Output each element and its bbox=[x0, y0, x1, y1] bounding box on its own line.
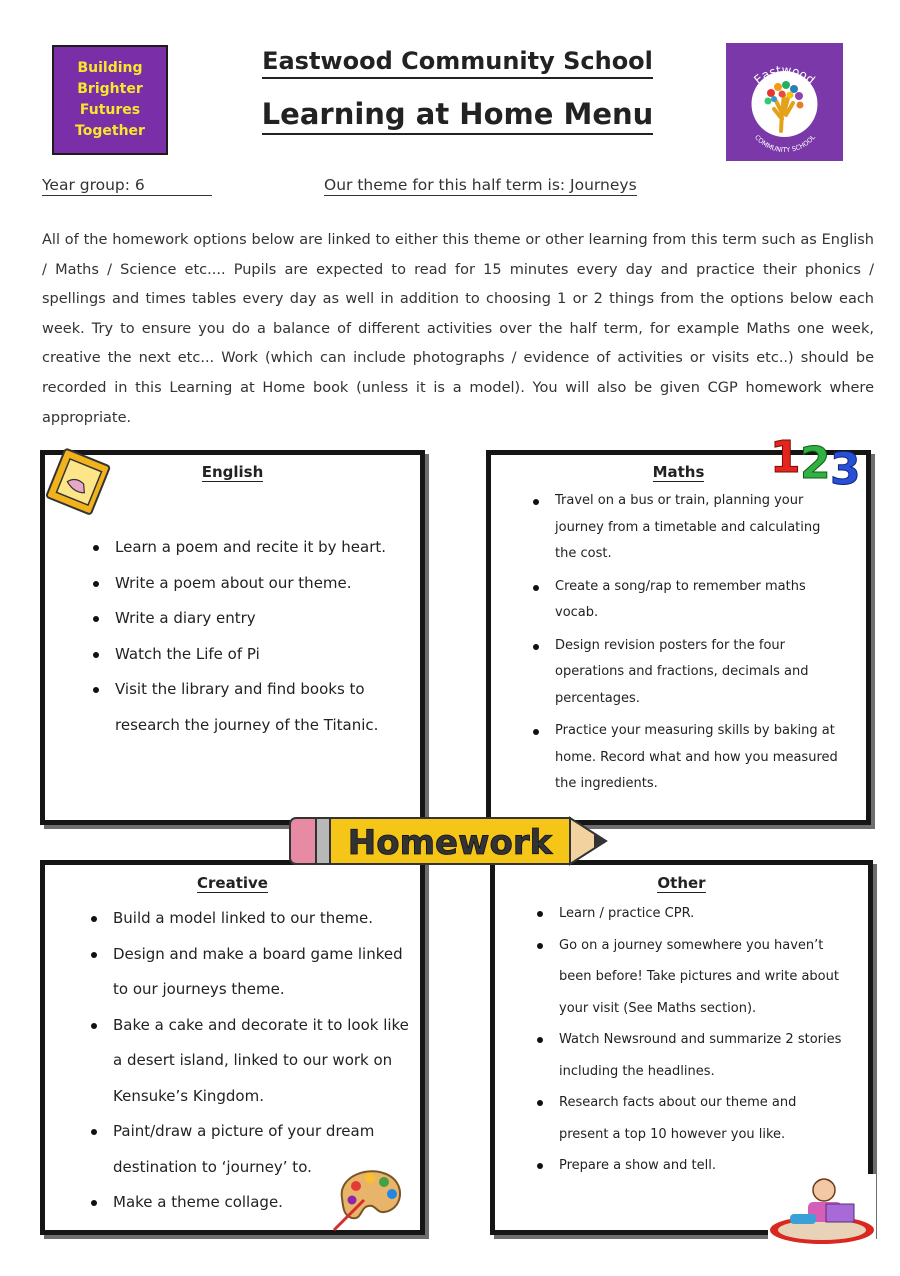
number-one: 1 bbox=[770, 432, 801, 483]
list-item: Watch Newsround and summarize 2 stories including the headlines. bbox=[533, 1024, 849, 1087]
list-item: Design and make a board game linked to our journeys theme. bbox=[87, 937, 417, 1008]
theme-line: Our theme for this half term is: Journeys bbox=[324, 176, 637, 194]
english-list bbox=[89, 530, 409, 743]
logo-line: Together bbox=[75, 123, 145, 139]
list-item: Write a poem about our theme. bbox=[89, 566, 409, 602]
maths-box bbox=[486, 450, 871, 825]
building-brighter-futures-logo bbox=[52, 45, 168, 155]
year-group: Year group: 6 bbox=[42, 176, 212, 196]
creative-title-text: Creative bbox=[197, 874, 268, 892]
list-item: Practice your measuring skills by baking at home. Record what and how you measured the ingredients. bbox=[529, 718, 845, 798]
list-item: Prepare a show and tell. bbox=[533, 1150, 849, 1182]
paint-palette-icon bbox=[330, 1160, 410, 1232]
list-item: Write a diary entry bbox=[89, 601, 409, 637]
list-item: Visit the library and find books to research the journey of the Titanic. bbox=[89, 672, 409, 743]
list-item: Travel on a bus or train, planning your journey from a timetable and calculating the cost. bbox=[529, 488, 845, 568]
english-title-text: English bbox=[201, 463, 264, 481]
maths-title-text: Maths bbox=[652, 463, 705, 481]
homework-pencil-banner bbox=[288, 810, 613, 872]
school-name bbox=[260, 47, 655, 75]
pencil-text: Homework bbox=[347, 823, 553, 863]
list-item: Bake a cake and decorate it to look like a desert island, linked to our work on Kensuke’s Kingdom. bbox=[87, 1008, 417, 1115]
creative-title bbox=[45, 874, 420, 892]
notebook-icon bbox=[40, 446, 118, 518]
school-name-text: Eastwood Community School bbox=[262, 47, 653, 79]
maths-list bbox=[529, 488, 845, 804]
eastwood-logo-graphic bbox=[726, 43, 843, 161]
list-item: Paint/draw a picture of your dream destination to ‘journey’ to. bbox=[87, 1114, 417, 1185]
page-title bbox=[240, 97, 675, 131]
other-title bbox=[495, 874, 868, 892]
list-item: Learn / practice CPR. bbox=[533, 898, 849, 930]
list-item: Create a song/rap to remember maths vocab. bbox=[529, 574, 845, 627]
page-title-text: Learning at Home Menu bbox=[262, 97, 654, 135]
list-item: Design revision posters for the four operations and fractions, decimals and percentages. bbox=[529, 633, 845, 713]
list-item: Build a model linked to our theme. bbox=[87, 901, 417, 937]
list-item: Watch the Life of Pi bbox=[89, 637, 409, 673]
list-item: Research facts about our theme and present a top 10 however you like. bbox=[533, 1087, 849, 1150]
number-two: 2 bbox=[800, 438, 831, 489]
intro-paragraph: All of the homework options below are linked to either this theme or other learning from this term such as English / Maths / Science etc.... Pupils are expected to read for 15 minutes every day and practice their phonics / spellings and times tables every day as well in addition to choosing 1 or 2 things from the options below each week. Try to ensure you do a balance of different activities over the half term, for example Maths one week, creative the next etc... Work (which can include photographs / evidence of activities or visits etc..) should be recorded in this Learning at Home book (unless it is a model). You will also be given CGP homework where appropriate. bbox=[42, 232, 874, 426]
list-item: Learn a poem and recite it by heart. bbox=[89, 530, 409, 566]
logo-arc-text: Eastwood bbox=[751, 62, 818, 88]
number-three: 3 bbox=[830, 444, 861, 490]
child-reading-icon bbox=[768, 1174, 876, 1246]
other-title-text: Other bbox=[657, 874, 706, 892]
logo-line: Futures bbox=[79, 102, 141, 118]
list-item: Make a theme collage. bbox=[87, 1185, 417, 1221]
logo-line: Building bbox=[77, 60, 143, 76]
list-item: Go on a journey somewhere you haven’t been before! Take pictures and write about your visit (See Maths section). bbox=[533, 930, 849, 1025]
logo-bottom-text: COMMUNITY SCHOOL bbox=[752, 133, 818, 155]
eastwood-school-logo bbox=[726, 43, 843, 161]
numbers-123-icon bbox=[766, 428, 866, 490]
other-list bbox=[533, 898, 849, 1182]
logo-line: Brighter bbox=[77, 81, 143, 97]
